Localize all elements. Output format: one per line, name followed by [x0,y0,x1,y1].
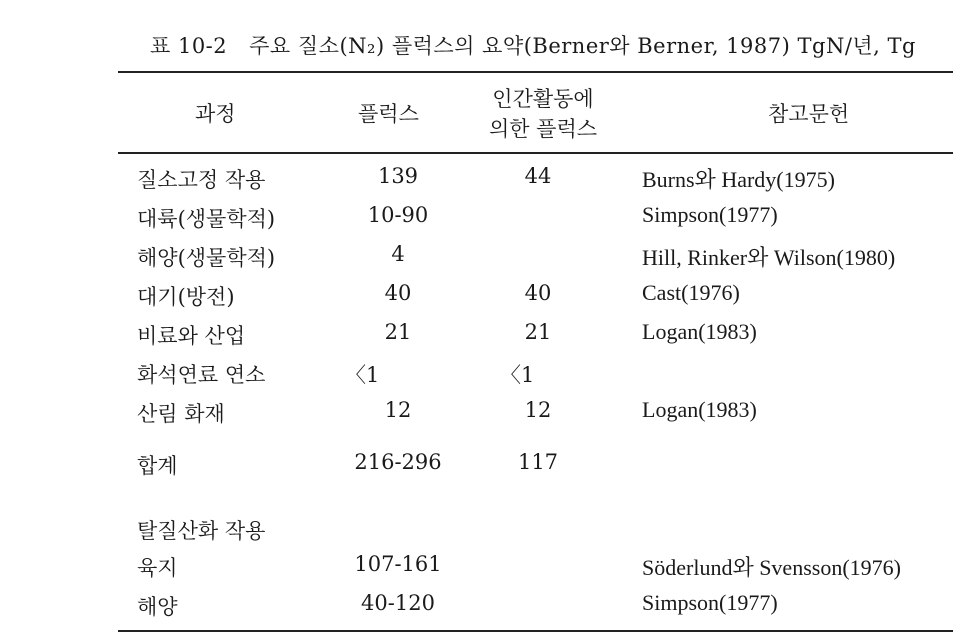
row-3-human: 40 [524,281,552,305]
row-2-flux: 4 [391,242,405,266]
row-0-human: 44 [524,164,552,188]
row-3-flux: 40 [384,281,412,305]
row-5-process: 화석연료 연소 [137,363,266,387]
row-2-process: 해양(생물학적) [137,246,276,270]
row-denitrification-heading: 탈질산화 작용 [137,519,266,543]
row-6-process: 산림 화재 [137,402,225,426]
row-4-human: 21 [524,320,552,344]
header-process: 과정 [195,102,236,126]
header-flux: 플럭스 [358,102,419,126]
row-5-human: 〈1 [500,363,535,387]
row-total-flux: 216-296 [354,450,442,474]
row-1-ref: Simpson(1977) [642,202,778,227]
top-rule [118,71,953,73]
table-number: 표 10-2 [150,34,228,58]
table-title: 주요 질소(N₂) 플럭스의 요약(Berner와 Berner, 1987) TgN/년, Tg [249,34,916,58]
header-human-flux-line2: 의한 플럭스 [488,117,598,141]
row-4-flux: 21 [384,320,412,344]
row-3-ref: Cast(1976) [642,280,740,305]
row-total-human: 117 [517,450,559,474]
row-3-process: 대기(방전) [137,285,235,309]
header-human-flux-line1: 인간활동에 [492,87,594,111]
header-rule [118,152,953,154]
header-reference: 참고문헌 [768,102,850,126]
row-10-flux: 40-120 [361,591,435,615]
row-5-flux: 〈1 [345,363,380,387]
row-9-flux: 107-161 [354,552,442,576]
row-6-ref: Logan(1983) [642,397,757,422]
row-6-human: 12 [524,398,552,422]
row-2-ref: Hill, Rinker와 Wilson(1980) [642,245,896,270]
table-caption [150,30,916,60]
row-0-process: 질소고정 작용 [137,168,266,192]
row-10-ref: Simpson(1977) [642,590,778,615]
row-0-flux: 139 [377,164,419,188]
row-4-ref: Logan(1983) [642,319,757,344]
row-4-process: 비료와 산업 [137,324,246,348]
row-10-process: 해양 [137,595,178,619]
header-human-flux [478,84,608,144]
row-6-flux: 12 [384,398,412,422]
row-9-process: 육지 [137,556,178,580]
row-1-process: 대륙(생물학적) [137,207,276,231]
row-0-ref: Burns와 Hardy(1975) [642,167,835,192]
row-total-process: 합계 [137,454,178,478]
row-1-flux: 10-90 [367,203,429,227]
row-9-ref: Söderlund와 Svensson(1976) [642,555,901,580]
